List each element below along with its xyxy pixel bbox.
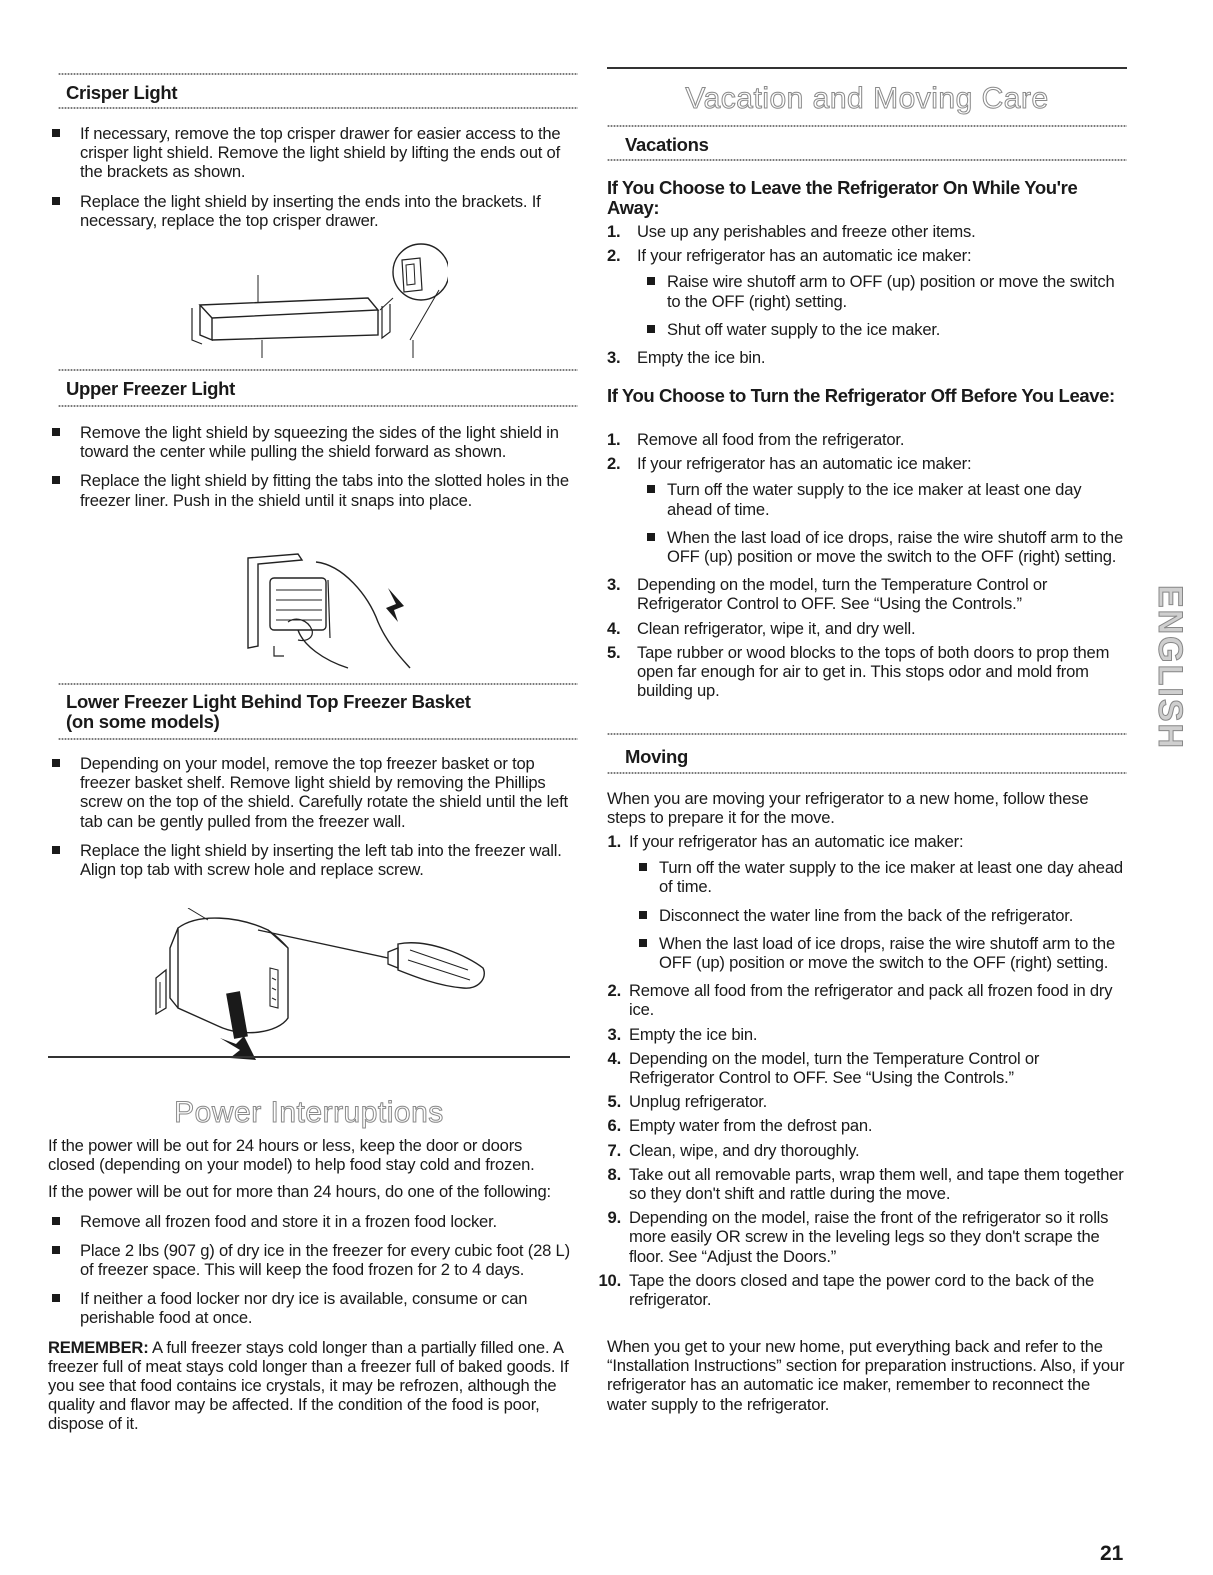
step-item [595,832,1125,972]
section-divider [607,771,1127,775]
step-number: 2. [607,981,621,1001]
section-divider [58,72,578,76]
step-item [595,1141,1125,1160]
step-item [595,1049,1125,1087]
list-item: When the last load of ice drops, raise the wire shutoff arm to the OFF (up) position or move the switch to the OFF (right) setting. [629,934,1125,972]
crisper-light-bullets [48,124,570,240]
step-item [595,1025,1125,1044]
step-number: 5. [607,642,621,662]
lower-freezer-light-bullets [48,754,570,889]
step-text: Empty the ice bin. [637,348,766,368]
step-text: Empty the ice bin. [629,1024,758,1044]
step-item [595,1208,1125,1266]
section-divider [58,404,578,408]
moving-steps [595,832,1125,1314]
list-item: Shut off water supply to the ice maker. [637,320,1127,339]
paragraph: If the power will be out for 24 hours or less, keep the door or doors closed (depending on your model) to help food stay cold and frozen. [48,1136,535,1175]
step-number: 10. [598,1270,621,1290]
paragraph: If the power will be out for more than 24 hours, do one of the following: [48,1182,551,1202]
power-interruptions-body [48,1136,570,1434]
step-number: 3. [607,1024,621,1044]
lower-freezer-light-heading [48,692,471,732]
step-number: 4. [607,1048,621,1068]
list-item: Raise wire shutoff arm to OFF (up) position or move the switch to the OFF (right) setting. [637,272,1127,310]
remember-text: A full freezer stays cold longer than a partially filled one. A freezer full of meat stays cold longer than a freezer full of baked goods. If you see that food contains ice crystals, it may be refrozen, although the quality and flavor may be affected. If the condition of the food is poor, dispose of it. [48,1337,569,1434]
side-tab-label: ENGLISH [1151,584,1190,750]
upper-freezer-light-heading: Upper Freezer Light [66,378,236,399]
step-item [595,1092,1125,1111]
step-text: Tape the doors closed and tape the power cord to the back of the refrigerator. [629,1270,1095,1310]
step-item [607,222,1127,241]
step-number: 2. [607,454,621,474]
step-text: Use up any perishables and freeze other items. [637,222,976,241]
step-item [595,981,1125,1019]
list-item: Remove the light shield by squeezing the sides of the light shield in toward the center while pulling the shield forward as shown. [48,423,570,461]
moving-intro: When you are moving your refrigerator to a new home, follow these steps to prepare it for the move. [607,789,1089,828]
heading-line: Lower Freezer Light Behind Top Freezer Basket [66,691,471,712]
list-item: Remove all frozen food and store it in a frozen food locker. [48,1212,570,1231]
step-item [607,454,1127,566]
section-divider [58,368,578,372]
step-text: Clean refrigerator, wipe it, and dry well. [637,618,916,638]
vacations-heading: Vacations [625,134,709,155]
step-text: If your refrigerator has an automatic ice maker: [629,832,964,851]
list-item: Replace the light shield by inserting the left tab into the freezer wall. Align top tab with screw hole and replace screw. [48,841,570,879]
step-number: 1. [607,430,621,449]
list-item: Place 2 lbs (907 g) of dry ice in the freezer for every cubic foot (28 L) of freezer space. This will keep the food frozen for 2 to 4 days. [48,1241,570,1279]
step-text: Remove all food from the refrigerator and pack all frozen food in dry ice. [629,981,1113,1020]
step-item [607,619,1127,638]
step-number: 9. [607,1208,621,1228]
turn-off-heading: If You Choose to Turn the Refrigerator Off Before You Leave: [607,385,1115,406]
list-item: Turn off the water supply to the ice maker at least one day ahead of time. [637,480,1127,518]
language-side-tab [1151,562,1190,772]
list-item: Depending on your model, remove the top freezer basket or top freezer basket shelf. Remove light shield by removing the Phillips screw on the top of the shield. Carefully rotate the shield until the left tab can be gently pulled from the freezer wall. [48,754,570,831]
list-item: Replace the light shield by fitting the tabs into the slotted holes in the freezer liner. Push in the shield until it snaps into place. [48,471,570,509]
remember-label: REMEMBER: [48,1337,149,1357]
step-item [595,1271,1125,1309]
section-rule [48,1056,570,1058]
section-rule [607,67,1127,69]
list-item: If neither a food locker nor dry ice is available, consume or can perishable food at once. [48,1289,570,1327]
moving-heading: Moving [625,746,688,767]
turn-off-steps [607,430,1127,705]
step-text: Clean, wipe, and dry thoroughly. [629,1140,860,1160]
leave-on-steps [607,222,1127,372]
section-divider [58,682,578,686]
step-number: 3. [607,575,621,595]
step-item [607,575,1127,613]
lower-freezer-light-illustration [148,908,488,1068]
step-item [595,1116,1125,1135]
section-divider [607,158,1127,162]
step-text: Unplug refrigerator. [629,1092,768,1112]
step-text: Take out all removable parts, wrap them well, and tape them together so they don't shift and rattle during the move. [629,1164,1124,1204]
power-interruptions-title: Power Interruptions [174,1096,444,1129]
step-item [595,1165,1125,1203]
step-text: If your refrigerator has an automatic ice maker: [637,454,972,474]
crisper-light-illustration [188,240,448,360]
moving-closing: When you get to your new home, put everything back and refer to the “Installation Instructions” section for preparation instructions. Also, if your refrigerator has an automatic ice maker, remember to reconnect the water supply to the refrigerator. [607,1337,1125,1414]
step-item [607,246,1127,339]
list-item: Disconnect the water line from the back of the refrigerator. [629,906,1125,925]
step-item [607,348,1127,367]
step-text: Depending on the model, turn the Temperature Control or Refrigerator Control to OFF. See “Using the Controls.” [637,575,1048,614]
step-number: 6. [607,1116,621,1136]
step-text: Tape rubber or wood blocks to the tops of both doors to prop them open far enough for air to get in. This stops odor and mold from building up. [637,642,1110,701]
heading-line: (on some models) [66,711,220,732]
section-divider [58,737,578,741]
step-number: 1. [607,832,621,851]
section-divider [607,124,1127,128]
power-interruptions-bullets [48,1212,570,1328]
step-number: 7. [607,1140,621,1160]
remember-paragraph [48,1338,570,1434]
upper-freezer-light-bullets [48,423,570,520]
step-number: 5. [607,1092,621,1112]
step-item [607,643,1127,701]
step-sub-bullets [629,858,1125,972]
step-number: 1. [607,222,621,241]
crisper-light-heading: Crisper Light [66,82,178,103]
step-number: 4. [607,618,621,638]
step-number: 3. [607,348,621,368]
step-text: Depending on the model, turn the Temperature Control or Refrigerator Control to OFF. See “Using the Controls.” [629,1048,1040,1088]
step-text: Empty water from the defrost pan. [629,1116,873,1136]
list-item: Replace the light shield by inserting the ends into the brackets. If necessary, replace the top crisper drawer. [48,192,570,230]
vacation-moving-title: Vacation and Moving Care [685,82,1049,115]
section-divider [607,732,1127,736]
list-item: Turn off the water supply to the ice maker at least one day ahead of time. [629,858,1125,896]
step-sub-bullets [637,272,1127,339]
step-number: 8. [607,1164,621,1184]
step-text: If your refrigerator has an automatic ice maker: [637,246,972,266]
page-number: 21 [1100,1542,1124,1565]
step-item [607,430,1127,449]
section-divider [58,106,578,110]
step-text: Depending on the model, raise the front of the refrigerator so it rolls more easily OR screw in the leveling legs so they don't scrape the floor. See “Adjust the Doors.” [629,1208,1109,1266]
step-sub-bullets [637,480,1127,566]
list-item: If necessary, remove the top crisper drawer for easier access to the crisper light shield. Remove the light shield by lifting the ends out of the brackets as shown. [48,124,570,182]
step-text: Remove all food from the refrigerator. [637,430,905,449]
leave-on-heading: If You Choose to Leave the Refrigerator On While You're Away: [607,177,1078,218]
step-number: 2. [607,246,621,266]
list-item: When the last load of ice drops, raise the wire shutoff arm to the OFF (up) position or move the switch to the OFF (right) setting. [637,528,1127,566]
upper-freezer-light-illustration [228,550,428,675]
